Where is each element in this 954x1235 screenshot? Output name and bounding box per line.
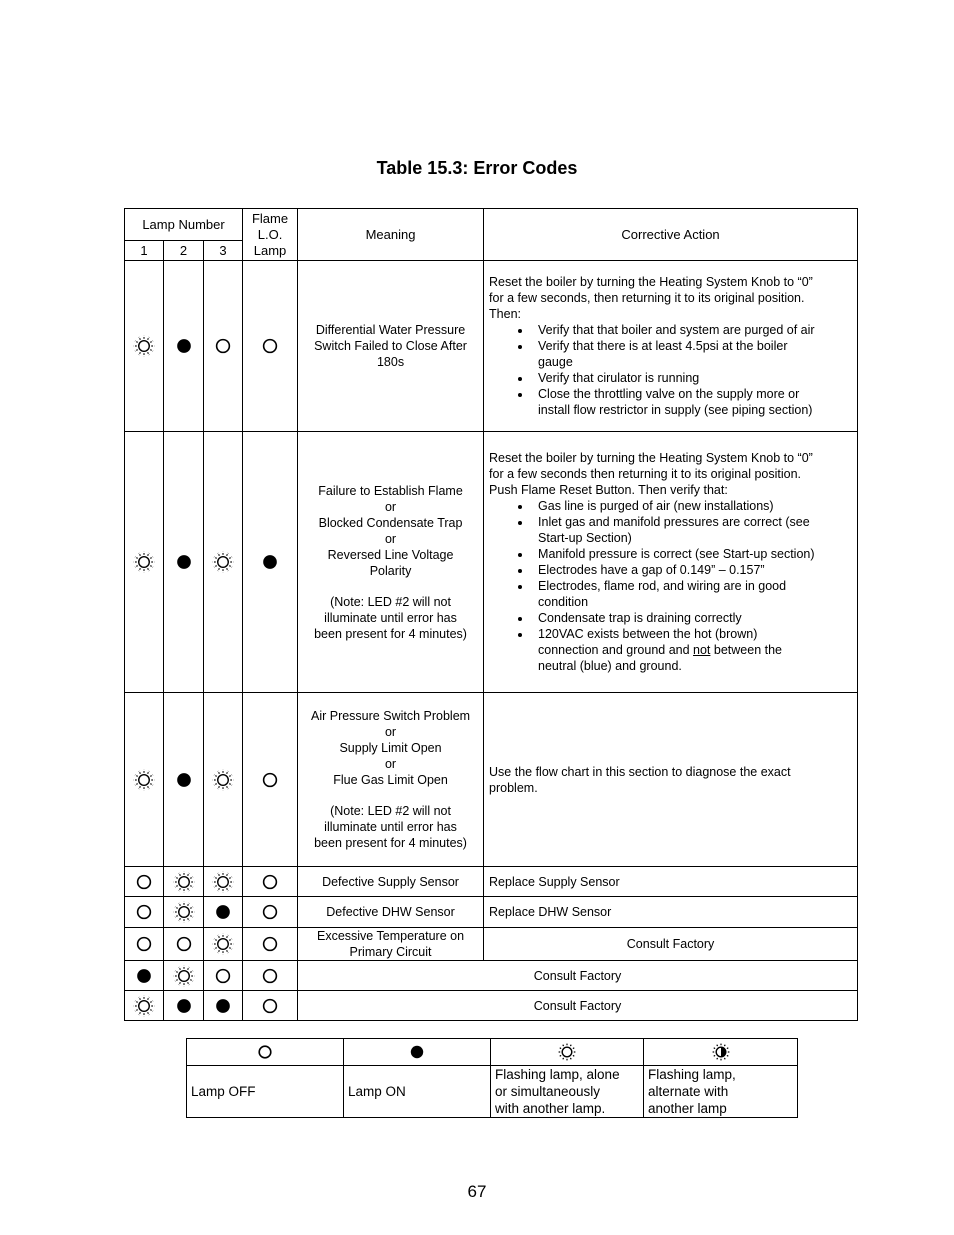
lamp-1-cell — [125, 261, 164, 432]
lamp-off-icon — [255, 1044, 275, 1059]
meaning-cell: Failure to Establish Flame or Blocked Condensate Trap or Reversed Line Voltage Polarity (Note: LED #2 will not illuminate until error has been present for 4 minutes) — [298, 432, 484, 693]
flame-lamp-cell — [243, 991, 298, 1021]
lamp-on-icon — [212, 997, 234, 1014]
legend-alternate-cell — [644, 1039, 798, 1066]
lamp-on-icon — [173, 337, 195, 354]
lamp-off-icon — [133, 935, 155, 952]
table-row — [125, 261, 858, 432]
flashing-lamp-icon — [173, 873, 195, 890]
lamp-off-icon — [133, 903, 155, 920]
flashing-lamp-icon — [133, 337, 155, 354]
action-step: • Verify that cirulator is running — [532, 370, 852, 386]
flashing-lamp-icon — [212, 935, 234, 952]
lamp-3-cell — [204, 693, 243, 867]
lamp-3-cell — [204, 897, 243, 928]
corrective-action-cell: Use the flow chart in this section to diagnose the exact problem. — [484, 693, 858, 867]
meaning-cell: Excessive Temperature on Primary Circuit — [298, 928, 484, 961]
action-step: • 120VAC exists between the hot (brown) connection and ground and not between the neutral (blue) and ground. — [532, 626, 852, 674]
flame-lamp-cell — [243, 693, 298, 867]
flame-lamp-cell — [243, 928, 298, 961]
lamp-number-header: Lamp Number — [125, 209, 243, 241]
table-row — [125, 432, 858, 693]
flashing-lamp-icon — [212, 553, 234, 570]
lamp-3-cell — [204, 867, 243, 897]
lamp-on-icon — [173, 553, 195, 570]
lamp-1-cell — [125, 867, 164, 897]
lamp-on-icon — [133, 967, 155, 984]
lamp-on-icon — [173, 771, 195, 788]
action-step: • Electrodes, flame rod, and wiring are in good condition — [532, 578, 852, 610]
table-row — [125, 867, 858, 897]
legend-off-label: Lamp OFF — [187, 1066, 344, 1118]
flashing-lamp-icon — [133, 771, 155, 788]
lamp-off-icon — [173, 935, 195, 952]
action-step: • Verify that that boiler and system are purged of air — [532, 322, 852, 338]
flashing-lamp-icon — [557, 1044, 577, 1059]
lamp-on-icon — [173, 997, 195, 1014]
lamp-2-cell — [164, 261, 204, 432]
flashing-lamp-icon — [133, 553, 155, 570]
action-step: • Condensate trap is draining correctly — [532, 610, 852, 626]
action-step: • Gas line is purged of air (new installations) — [532, 498, 852, 514]
corrective-action-cell: Consult Factory — [484, 928, 858, 961]
action-step: • Inlet gas and manifold pressures are correct (see Start-up Section) — [532, 514, 852, 546]
meaning-cell: Differential Water Pressure Switch Failed to Close After 180s — [298, 261, 484, 432]
lamp-3-cell — [204, 432, 243, 693]
lamp-3-cell — [204, 991, 243, 1021]
corrective-action-cell: Consult Factory — [298, 961, 858, 991]
corrective-action-cell: Reset the boiler by turning the Heating System Knob to “0” for a few seconds then returning it to its original position. Push Flame Reset Button. Then verify that: • Gas line is purged of air (new installations) • Inlet gas and manifold pressures are correct (see Start-up Section) • Manifold pressure is correct (see Start-up section) • Electrodes have a gap of 0.149” – 0.157” • Electrodes, flame rod, and wiring are in good condition • Condensate trap is draining correctly • 120VAC exists between the hot (brown) connection and ground and not between the neutral (blue) and ground. — [484, 432, 858, 693]
lamp-1-cell — [125, 928, 164, 961]
lamp-2-cell — [164, 693, 204, 867]
corrective-action-cell: Reset the boiler by turning the Heating System Knob to “0” for a few seconds, then returning it to its original position. Then: • Verify that that boiler and system are purged of air • Verify that there is at least 4.5psi at the boiler gauge • Verify that cirulator is running • Close the throttling valve on the supply more or install flow restrictor in supply (see piping section) — [484, 261, 858, 432]
meaning-cell: Defective Supply Sensor — [298, 867, 484, 897]
lamp-3-cell — [204, 261, 243, 432]
table-row — [125, 961, 858, 991]
lamp-legend — [186, 1038, 798, 1118]
table-row — [125, 897, 858, 928]
action-step: • Manifold pressure is correct (see Start-up section) — [532, 546, 852, 562]
corrective-action-cell: Consult Factory — [298, 991, 858, 1021]
flashing-lamp-icon — [133, 997, 155, 1014]
lamp-off-icon — [259, 771, 281, 788]
error-rows — [125, 261, 858, 1021]
flashing-lamp-icon — [212, 771, 234, 788]
table-title: Table 15.3: Error Codes — [376, 158, 578, 178]
page-number: 67 — [467, 1182, 487, 1201]
lamp-3-cell — [204, 961, 243, 991]
lamp-3-cell — [204, 928, 243, 961]
lamp-1-cell — [125, 897, 164, 928]
action-step: • Verify that there is at least 4.5psi at the boiler gauge — [532, 338, 852, 370]
flashing-lamp-icon — [173, 903, 195, 920]
meaning-cell: Air Pressure Switch Problem or Supply Limit Open or Flue Gas Limit Open (Note: LED #2 will not illuminate until error has been present for 4 minutes) — [298, 693, 484, 867]
meaning-header: Meaning — [298, 209, 484, 261]
legend-alternate-label: Flashing lamp, alternate with another lamp — [644, 1066, 798, 1118]
lamp-1-header: 1 — [125, 241, 164, 261]
lamp-off-icon — [133, 873, 155, 890]
corrective-action-header: Corrective Action — [484, 209, 858, 261]
flame-lamp-cell — [243, 961, 298, 991]
legend-on-cell — [344, 1039, 491, 1066]
lamp-off-icon — [259, 337, 281, 354]
lamp-1-cell — [125, 432, 164, 693]
table-row — [125, 693, 858, 867]
action-step: • Close the throttling valve on the supply more or install flow restrictor in supply (see piping section) — [532, 386, 852, 418]
lamp-1-cell — [125, 693, 164, 867]
lamp-2-cell — [164, 867, 204, 897]
lamp-off-icon — [259, 873, 281, 890]
legend-on-label: Lamp ON — [344, 1066, 491, 1118]
flame-lockout-lamp-header: Flame L.O. Lamp — [243, 209, 298, 261]
lamp-3-header: 3 — [204, 241, 243, 261]
table-row — [125, 991, 858, 1021]
legend-flashing-label: Flashing lamp, alone or simultaneously with another lamp. — [491, 1066, 644, 1118]
lamp-2-cell — [164, 961, 204, 991]
legend-flashing-cell — [491, 1039, 644, 1066]
lamp-2-cell — [164, 928, 204, 961]
lamp-off-icon — [259, 997, 281, 1014]
lamp-2-cell — [164, 991, 204, 1021]
lamp-off-icon — [212, 337, 234, 354]
alternate-flashing-lamp-icon — [711, 1044, 731, 1059]
lamp-1-cell — [125, 991, 164, 1021]
corrective-action-cell: Replace DHW Sensor — [484, 897, 858, 928]
lamp-1-cell — [125, 961, 164, 991]
lamp-on-icon — [407, 1044, 427, 1059]
legend-off-cell — [187, 1039, 344, 1066]
lamp-off-icon — [259, 935, 281, 952]
lamp-off-icon — [259, 967, 281, 984]
flame-lamp-cell — [243, 261, 298, 432]
lamp-2-cell — [164, 432, 204, 693]
meaning-cell: Defective DHW Sensor — [298, 897, 484, 928]
lamp-on-icon — [212, 903, 234, 920]
table-row — [125, 928, 858, 961]
lamp-off-icon — [259, 903, 281, 920]
error-codes-table — [124, 208, 858, 1021]
action-step: • Electrodes have a gap of 0.149” – 0.157” — [532, 562, 852, 578]
corrective-action-cell: Replace Supply Sensor — [484, 867, 858, 897]
lamp-2-header: 2 — [164, 241, 204, 261]
flashing-lamp-icon — [212, 873, 234, 890]
lamp-on-icon — [259, 553, 281, 570]
lamp-off-icon — [212, 967, 234, 984]
flame-lamp-cell — [243, 897, 298, 928]
flashing-lamp-icon — [173, 967, 195, 984]
lamp-2-cell — [164, 897, 204, 928]
flame-lamp-cell — [243, 432, 298, 693]
flame-lamp-cell — [243, 867, 298, 897]
